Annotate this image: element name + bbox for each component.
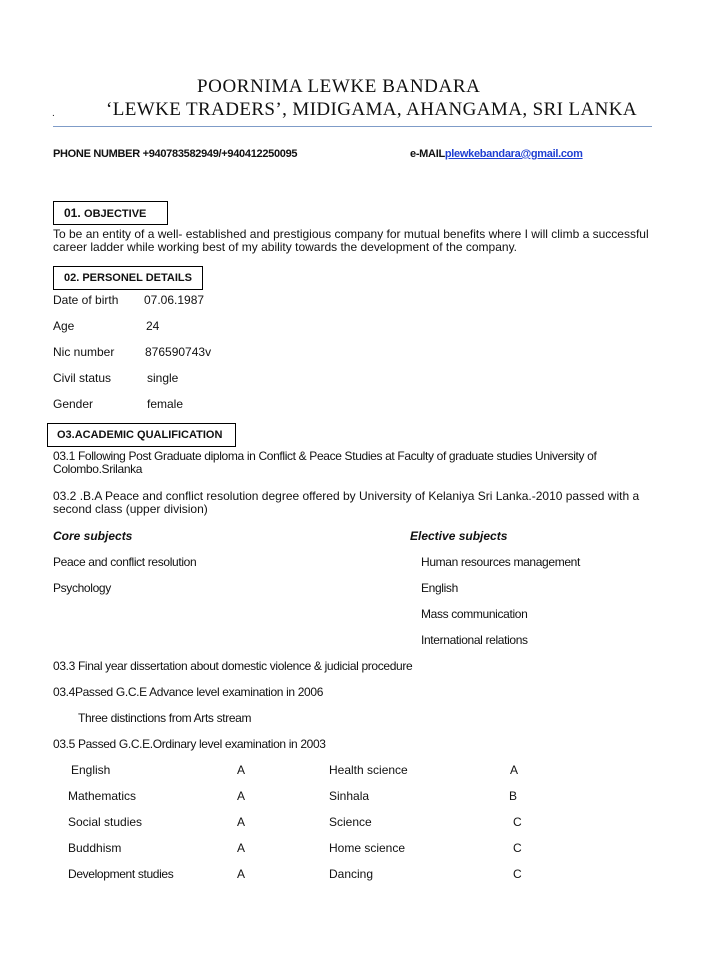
ol-grade: A bbox=[237, 867, 246, 881]
address-marker: . bbox=[52, 108, 55, 119]
personal-label: Date of birth bbox=[53, 293, 119, 307]
personal-value: 876590743v bbox=[145, 345, 212, 359]
elective-subject: Human resources management bbox=[421, 555, 580, 569]
ol-grade: B bbox=[509, 789, 518, 803]
email-link[interactable]: plewkebandara@gmail.com bbox=[444, 148, 583, 160]
core-subjects-heading: Core subjects bbox=[53, 529, 133, 543]
academic-item-4-detail: Three distinctions from Arts stream bbox=[78, 711, 252, 725]
academic-item-5: 03.5 Passed G.C.E.Ordinary level examination in 2003 bbox=[53, 737, 326, 751]
ol-subject: Buddhism bbox=[68, 841, 122, 855]
personal-label: Nic number bbox=[53, 345, 115, 359]
academic-item-2: 03.2 .B.A Peace and conflict resolution degree offered by University of Kelaniya Sri Lanka.-2010 passed with a second class (upper division) bbox=[53, 489, 640, 516]
ol-grade: C bbox=[513, 841, 522, 855]
academic-item-1: 03.1 Following Post Graduate diploma in Conflict & Peace Studies at Faculty of graduate studies University of Colombo.Srilanka bbox=[53, 449, 597, 476]
ol-subject: Social studies bbox=[68, 815, 143, 829]
personal-label: Gender bbox=[53, 397, 94, 411]
personal-value: single bbox=[147, 371, 179, 385]
ol-subject: Sinhala bbox=[329, 789, 370, 803]
ol-grade: C bbox=[513, 815, 522, 829]
academic-item-4: 03.4Passed G.C.E Advance level examination in 2006 bbox=[53, 685, 324, 699]
ol-grade: C bbox=[513, 867, 522, 881]
ol-subject: Health science bbox=[329, 763, 408, 777]
ol-subject: Science bbox=[329, 815, 372, 829]
ol-grade: A bbox=[237, 789, 246, 803]
objective-text: To be an entity of a well- established and prestigious company for mutual benefits where I will climb a successful career ladder while working best of my ability towards the development of the company. bbox=[53, 227, 649, 254]
email-label: e-MAIL bbox=[410, 148, 445, 160]
personal-value: 24 bbox=[146, 319, 160, 333]
ol-subject: Development studies bbox=[68, 867, 174, 881]
ol-subject: Mathematics bbox=[68, 789, 137, 803]
academic-heading: O3.ACADEMIC QUALIFICATION bbox=[47, 423, 236, 447]
ol-grade: A bbox=[237, 815, 246, 829]
candidate-name: POORNIMA LEWKE BANDARA bbox=[197, 76, 481, 97]
elective-subject: International relations bbox=[421, 633, 528, 647]
candidate-address: ‘LEWKE TRADERS’, MIDIGAMA, AHANGAMA, SRI LANKA bbox=[106, 99, 638, 120]
academic-item-3: 03.3 Final year dissertation about domestic violence & judicial procedure bbox=[53, 659, 413, 673]
elective-subject: Mass communication bbox=[421, 607, 528, 621]
elective-subjects-heading: Elective subjects bbox=[410, 529, 508, 543]
elective-subject: English bbox=[421, 581, 458, 595]
personal-label: Age bbox=[53, 319, 75, 333]
ol-grade: A bbox=[237, 763, 246, 777]
header-divider bbox=[53, 126, 652, 127]
ol-subject: English bbox=[71, 763, 111, 777]
objective-heading: 01. OBJECTIVE bbox=[53, 201, 168, 225]
personal-value: 07.06.1987 bbox=[144, 293, 205, 307]
core-subject: Peace and conflict resolution bbox=[53, 555, 197, 569]
personal-label: Civil status bbox=[53, 371, 112, 385]
personal-value: female bbox=[147, 397, 184, 411]
ol-grade: A bbox=[237, 841, 246, 855]
ol-subject: Home science bbox=[329, 841, 406, 855]
personal-details-heading: 02. PERSONEL DETAILS bbox=[53, 266, 203, 290]
core-subject: Psychology bbox=[53, 581, 111, 595]
email-row bbox=[410, 148, 583, 160]
ol-subject: Dancing bbox=[329, 867, 374, 881]
ol-grade: A bbox=[510, 763, 519, 777]
phone-number: PHONE NUMBER +940783582949/+940412250095 bbox=[53, 148, 298, 160]
